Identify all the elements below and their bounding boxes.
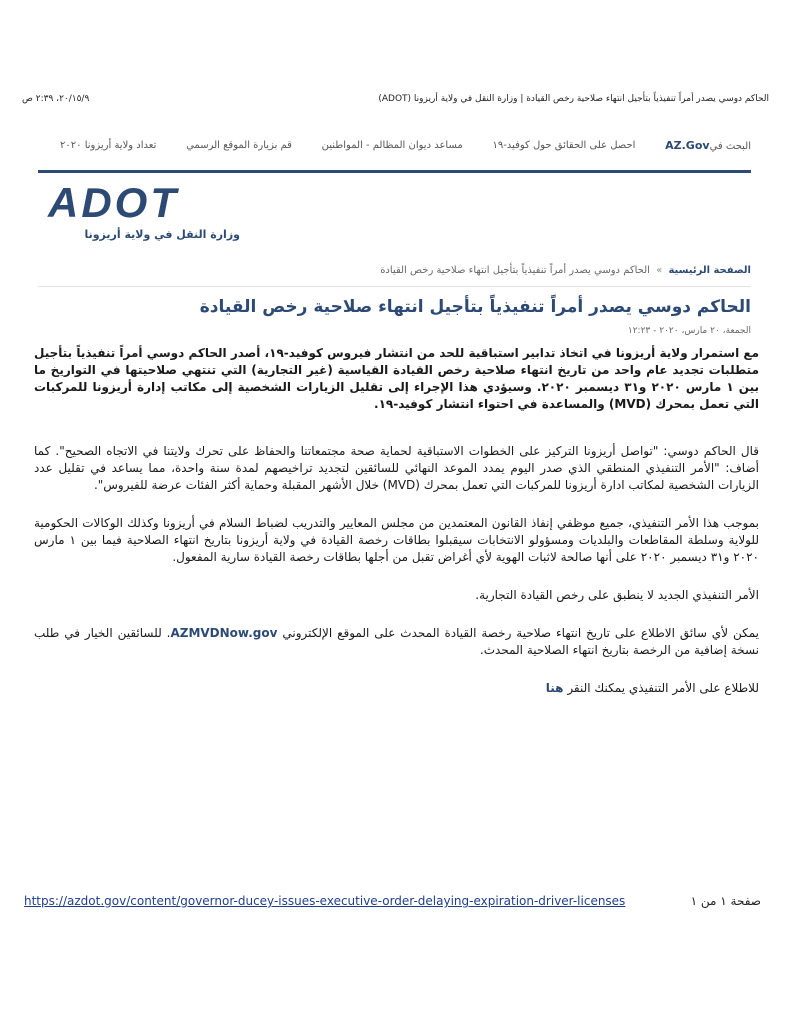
website-paragraph bbox=[34, 625, 759, 659]
search-prefix: البحث في bbox=[709, 140, 751, 152]
top-navigation bbox=[60, 136, 751, 154]
footer-url-link[interactable]: https://azdot.gov/content/governor-ducey-issues-executive-order-delaying-expiration-driver-licenses bbox=[24, 894, 626, 908]
breadcrumb-current: الحاكم دوسي يصدر أمراً تنفيذياً بتأجيل انتهاء صلاحية رخص القيادة bbox=[380, 265, 650, 276]
lead-paragraph: مع استمرار ولاية أريزونا في اتخاذ تدابير استباقية للحد من انتشار فيروس كوفيد-١٩، أصدر الحاكم دوسي أمراً تنفيذياً بتأجيل متطلبات تجديد عام واحد من تاريخ انتهاء صلاحية رخص القيادة القياسية (غير التجارية) التي تنتهي صلاحيتها في التواريخ ما بين ١ مارس ٢٠٢٠ و٣١ ديسمبر ٢٠٢٠. وسيؤدي هذا الإجراء إلى تقليل الزيارات الشخصية إلى مكاتب إدارة أريزونا للمركبات التي تعمل بمحرك (MVD) والمساعدة في احتواء انتشار كوفيد-١٩. bbox=[34, 346, 760, 411]
order-paragraph: بموجب هذا الأمر التنفيذي، جميع موظفي إنفاذ القانون المعتمدين من مجلس المعايير والتدريب لضباط السلام في أريزونا وكذلك الوكالات الحكومية للولاية وسلطة المقاطعات والبلديات ومسؤولو الانتخابات سيقبلوا بطاقات رخصة القيادة في ولاية أريزونا بتاريخ انتهاء الصلاحية فيما بين ١ مارس ٢٠٢٠ و٣١ ديسمبر ٢٠٢٠ على أنها صالحة لاثبات الهوية لأي أغراض تقبل من أجلها بطاقات رخصة القيادة سارية المفعول. bbox=[34, 516, 760, 564]
breadcrumb-separator: » bbox=[656, 265, 663, 276]
article-body bbox=[34, 345, 759, 718]
nav-census-2020[interactable]: تعداد ولاية أريزونا ٢٠٢٠ bbox=[60, 139, 157, 151]
nav-ombudsman[interactable]: مساعد ديوان المظالم - المواطنين bbox=[321, 139, 463, 151]
adot-logo-text: ADOT bbox=[48, 183, 179, 223]
nav-official-site[interactable]: قم بزيارة الموقع الرسمي bbox=[186, 139, 292, 151]
article-date: الجمعة، ٢٠ مارس، ٢٠٢٠ - ١٢:٢٣ bbox=[627, 326, 751, 336]
azmvdnow-link[interactable]: AZMVDNow.gov bbox=[170, 626, 278, 640]
search-azgov-link[interactable] bbox=[665, 139, 751, 152]
website-text-before: يمكن لأي سائق الاطلاع على تاريخ انتهاء صلاحية رخصة القيادة المحدث على الموقع الإلكتروني bbox=[282, 626, 759, 640]
breadcrumb-divider bbox=[38, 286, 751, 287]
commercial-paragraph: الأمر التنفيذي الجديد لا ينطبق على رخص القيادة التجارية. bbox=[475, 588, 759, 602]
azgov-brand: AZ.Gov bbox=[665, 138, 710, 152]
nav-covid-facts[interactable]: احصل على الحقائق حول كوفيد-١٩ bbox=[492, 139, 636, 151]
website-text-after: . للسائقين الخيار في طلب نسخة إضافية من الرخصة بتاريخ انتهاء الصلاحية المحدث. bbox=[34, 626, 759, 657]
print-header bbox=[22, 94, 769, 110]
view-order-paragraph bbox=[34, 680, 759, 697]
print-page-title: الحاكم دوسي يصدر أمراً تنفيذياً بتأجيل انتهاء صلاحية رخص القيادة | وزارة النقل في ولاية أريزونا (ADOT) bbox=[378, 94, 769, 104]
quote-paragraph: قال الحاكم دوسي: "تواصل أريزونا التركيز على الخطوات الاستباقية لحماية صحة مجتمعاتنا والحفاظ على تحرك ولايتنا في الاتجاه الصحيح". كما أضاف: "الأمر التنفيذي المنطقي الذي صدر اليوم يمدد الموعد النهائي للسائقين لتجديد تراخيصهم لمدة سنة واحدة، مما يساعد في تقليل عدد الزيارات الشخصية لمكاتب ادارة أريزونا للمركبات التي تعمل بمحرك (MVD) خلال الأشهر المقبلة وحماية أكثر الفئات عرضة للفيروس". bbox=[34, 444, 759, 492]
print-datetime: ٢٠/١٥/٩، ٢:٣٩ ص bbox=[22, 94, 90, 104]
header-divider bbox=[38, 170, 751, 173]
breadcrumb-home[interactable]: الصفحة الرئيسية bbox=[668, 265, 751, 276]
breadcrumb bbox=[31, 265, 751, 276]
here-link[interactable]: هنا bbox=[545, 681, 564, 695]
page-number: صفحة ١ من ١ bbox=[690, 894, 761, 908]
adot-logo[interactable] bbox=[46, 183, 226, 223]
view-order-text: للاطلاع على الأمر التنفيذي يمكنك النقر bbox=[567, 681, 759, 695]
print-footer bbox=[24, 894, 761, 912]
article-title: الحاكم دوسي يصدر أمراً تنفيذياً بتأجيل انتهاء صلاحية رخص القيادة bbox=[199, 297, 751, 317]
logo-subtitle: وزارة النقل في ولاية أريزونا bbox=[84, 228, 240, 241]
